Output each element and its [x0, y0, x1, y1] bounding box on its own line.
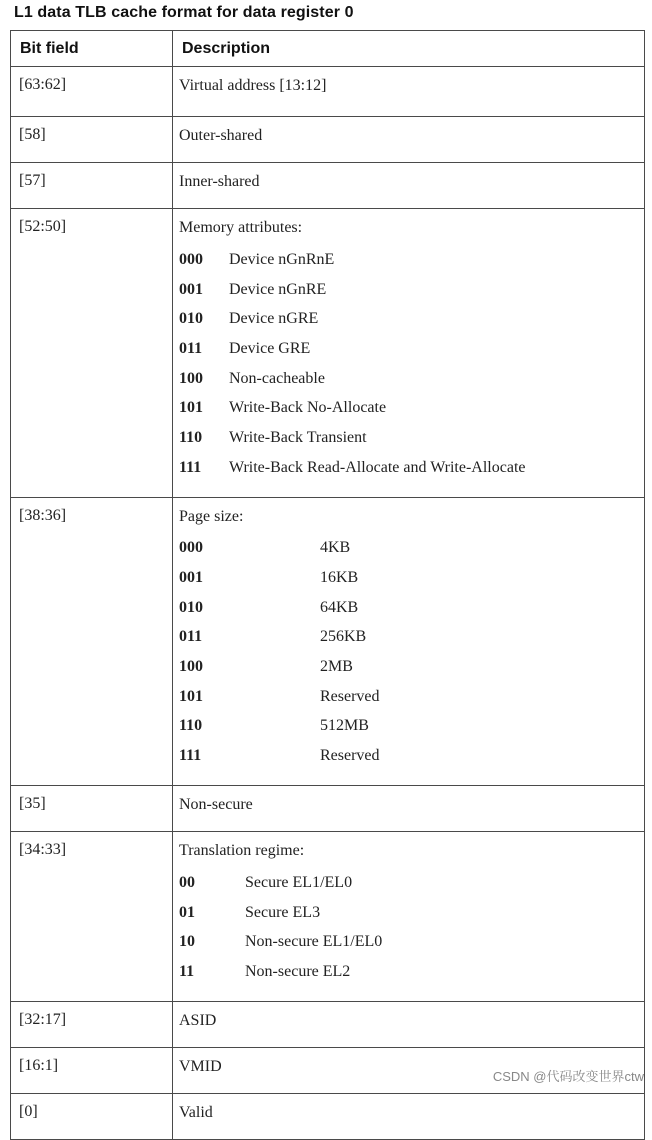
bit-field-cell: [16:1]	[11, 1047, 173, 1093]
description-cell: Inner-shared	[173, 163, 645, 209]
encoding-meaning: Device nGRE	[229, 310, 319, 328]
encoding-row	[179, 393, 644, 423]
description-cell: VMID	[173, 1047, 645, 1093]
table-row	[11, 209, 645, 498]
header-bit-field: Bit field	[11, 31, 173, 67]
encoding-code: 000	[179, 250, 203, 268]
encoding-meaning: Non-secure EL2	[245, 962, 351, 980]
table-row	[11, 67, 645, 117]
encoding-meaning: Device nGnRE	[229, 280, 327, 298]
table-caption: L1 data TLB cache format for data register 0	[14, 4, 354, 21]
encoding-meaning: Device nGnRnE	[229, 250, 335, 268]
encoding-meaning: Reserved	[320, 687, 380, 705]
encoding-code: 111	[179, 458, 202, 476]
memory-attribute-encodings	[179, 245, 644, 483]
encoding-code: 00	[179, 873, 195, 891]
encoding-meaning: 512MB	[320, 717, 369, 735]
encoding-code: 000	[179, 539, 203, 557]
bit-field-cell: [38:36]	[11, 497, 173, 786]
encoding-row	[179, 453, 644, 483]
encoding-code: 100	[179, 658, 203, 676]
encoding-meaning: Secure EL3	[245, 903, 321, 921]
encoding-code: 001	[179, 569, 203, 587]
bit-field-cell: [63:62]	[11, 67, 173, 117]
encoding-meaning: Non-cacheable	[229, 369, 325, 387]
encoding-meaning: Write-Back Transient	[229, 428, 367, 446]
encoding-code: 01	[179, 903, 195, 921]
description-cell: ASID	[173, 1001, 645, 1047]
encoding-code: 11	[179, 962, 195, 980]
encoding-code: 101	[179, 399, 203, 417]
header-description: Description	[173, 31, 645, 67]
encoding-row	[179, 957, 644, 987]
encoding-meaning: Secure EL1/EL0	[245, 873, 353, 891]
encoding-meaning: 4KB	[320, 539, 351, 557]
table-header-row	[11, 31, 645, 67]
encoding-code: 010	[179, 598, 203, 616]
encoding-code: 101	[179, 687, 203, 705]
table-row	[11, 1093, 645, 1139]
encoding-code: 111	[179, 747, 202, 765]
description-cell	[173, 209, 645, 498]
table-row	[11, 497, 645, 786]
page-size-encodings	[179, 534, 644, 772]
encoding-meaning: Non-secure EL1/EL0	[245, 933, 383, 951]
bit-field-cell: [52:50]	[11, 209, 173, 498]
encoding-code: 10	[179, 933, 195, 951]
table-row	[11, 163, 645, 209]
encoding-code: 011	[179, 628, 203, 646]
encoding-row	[179, 682, 644, 712]
encoding-row	[179, 563, 644, 593]
encoding-row	[179, 423, 644, 453]
encoding-meaning: Reserved	[320, 747, 380, 765]
encoding-row	[179, 334, 644, 364]
bit-field-cell: [32:17]	[11, 1001, 173, 1047]
encoding-row	[179, 712, 644, 742]
encoding-code: 100	[179, 369, 203, 387]
encoding-row	[179, 868, 644, 898]
description-heading: Translation regime:	[179, 842, 305, 859]
encoding-row	[179, 652, 644, 682]
bit-field-cell: [57]	[11, 163, 173, 209]
encoding-row	[179, 623, 644, 653]
table-row	[11, 1001, 645, 1047]
bitfield-table	[10, 30, 645, 1140]
description-cell: Non-secure	[173, 786, 645, 832]
bit-field-cell: [35]	[11, 786, 173, 832]
description-cell: Outer-shared	[173, 117, 645, 163]
table-row	[11, 832, 645, 1002]
encoding-code: 110	[179, 428, 203, 446]
description-cell	[173, 832, 645, 1002]
encoding-row	[179, 898, 644, 928]
bit-field-cell: [34:33]	[11, 832, 173, 1002]
encoding-row	[179, 534, 644, 564]
encoding-row	[179, 927, 644, 957]
description-cell: Valid	[173, 1093, 645, 1139]
table-row	[11, 786, 645, 832]
encoding-row	[179, 304, 644, 334]
description-heading: Memory attributes:	[179, 219, 303, 236]
encoding-row	[179, 245, 644, 275]
bit-field-cell: [58]	[11, 117, 173, 163]
encoding-code: 110	[179, 717, 203, 735]
encoding-code: 011	[179, 339, 203, 357]
description-cell: Virtual address [13:12]	[173, 67, 645, 117]
encoding-row	[179, 593, 644, 623]
encoding-code: 001	[179, 280, 203, 298]
encoding-meaning: Write-Back No-Allocate	[229, 399, 387, 417]
encoding-row	[179, 741, 644, 771]
description-heading: Page size:	[179, 507, 244, 525]
encoding-meaning: 16KB	[320, 569, 359, 587]
description-cell	[173, 497, 645, 786]
encoding-meaning: Write-Back Read-Allocate and Write-Allocate	[229, 458, 526, 476]
bit-field-cell: [0]	[11, 1093, 173, 1139]
encoding-meaning: 256KB	[320, 628, 367, 646]
encoding-row	[179, 364, 644, 394]
watermark: CSDN @代码改变世界ctw	[492, 1069, 644, 1084]
encoding-code: 010	[179, 310, 203, 328]
encoding-meaning: 2MB	[320, 658, 353, 676]
table-row	[11, 117, 645, 163]
encoding-row	[179, 275, 644, 305]
translation-regime-encodings	[179, 868, 644, 987]
encoding-meaning: Device GRE	[229, 339, 311, 357]
encoding-meaning: 64KB	[320, 598, 359, 616]
